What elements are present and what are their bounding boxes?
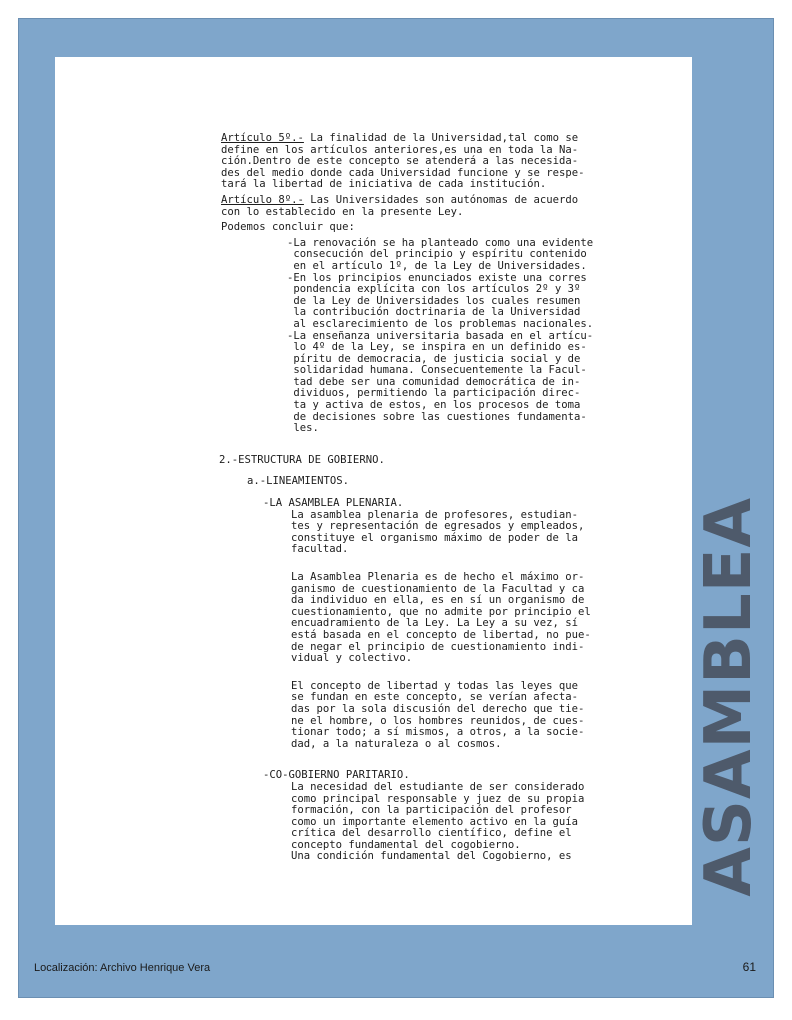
article-5-label: Artículo 5º.-: [221, 132, 304, 144]
conclusion-line: píritu de democracia, de justicia social y de: [287, 352, 581, 365]
footer-location: Localización: Archivo Henrique Vera: [34, 962, 211, 974]
asamblea-paragraph-1: La asamblea plenaria de profesores, estudian- tes y representación de egresados y empleados, constituye el organismo máximo de poder de la facultad.: [291, 508, 585, 556]
conclusion-line: de decisiones sobre las cuestiones fundamenta-: [287, 410, 587, 423]
conclusion-line: pondencia explícita con los artículos 2º y 3º: [287, 283, 581, 296]
section-heading: 2.-ESTRUCTURA DE GOBIERNO.: [219, 453, 385, 466]
conclusion-line: consecución del principio y espíritu contenido: [287, 248, 587, 261]
conclusion-line: al esclarecimiento de los problemas nacionales.: [287, 317, 594, 330]
conclusion-line: dividuos, permitiendo la participación direc-: [287, 387, 581, 400]
conclusion-line: la contribución doctrinaria de la Universidad: [287, 306, 581, 319]
conclusion-line: -La renovación se ha planteado como una evidente: [287, 236, 594, 249]
conclusion-line: -En los principios enunciados existe una corres: [287, 271, 587, 284]
conclusion-line: tad debe ser una comunidad democrática de in-: [287, 375, 581, 388]
conclusion-line: en el artículo 1º, de la Ley de Universidades.: [287, 259, 587, 272]
scanned-document-sheet: [55, 57, 692, 925]
conclusion-line: lo 4º de la Ley, se inspira en un definido es-: [287, 341, 587, 354]
conclusion-line: -La enseñanza universitaria basada en el artícu-: [287, 329, 594, 342]
subsection-heading: a.-LINEAMIENTOS.: [247, 475, 350, 488]
conclusion-intro: Podemos concluir que:: [221, 221, 355, 234]
page-number: 61: [742, 960, 756, 974]
asamblea-paragraph-3: El concepto de libertad y todas las leyes que se fundan en este concepto, se verían afecta- das por la sola discusión del derecho que tie- ne el hombre, o los hombres reunidos, de cues- tionar todo; a sí mismos, a otros, a la socie- dad, a la naturaleza o al cosmos.: [291, 679, 585, 750]
asamblea-paragraph-2: La Asamblea Plenaria es de hecho el máximo or- ganismo de cuestionamiento de la Facultad y ca da individuo en ella, es en sí un organismo de cuestionamiento, que no admite por principio el encuadramiento de la Ley. La Ley a su vez, sí está basada en el concepto de libertad, no pue- de negar el principio de cuestionamiento indi- vidual y colectivo.: [291, 571, 591, 665]
conclusions-list: [221, 238, 641, 435]
article-5: Artículo 5º.- La finalidad de la Universidad,tal como se define en los artículos anteriores,es una en toda la Na- ción.Dentro de este concepto se atenderá a las necesida- des del medio donde cada Universidad funcione y se respe- tará la libertad de iniciativa de cada institución.: [221, 132, 585, 191]
conclusion-line: de la Ley de Universidades los cuales resumen: [287, 294, 581, 307]
side-title: ASAMBLEA: [692, 497, 766, 897]
asamblea-heading: -LA ASAMBLEA PLENARIA.: [263, 497, 404, 510]
article-8-label: Artículo 8º.-: [221, 193, 304, 206]
conclusion-line: solidaridad humana. Consecuentemente la Facul-: [287, 364, 587, 377]
page-frame: [18, 18, 774, 998]
document-text: [221, 133, 641, 863]
conclusion-line: ta y activa de estos, en los procesos de toma: [287, 399, 581, 412]
cogobierno-paragraph: La necesidad del estudiante de ser considerado como principal responsable y juez de su propia formación, con la participación del profesor como un importante elemento activo en la guía crítica del desarrollo científico, define el concepto fundamental del cogobierno. Una condición fundamental del Cogobierno, es: [291, 780, 585, 863]
conclusion-line: les.: [287, 422, 319, 435]
cogobierno-heading: -CO-GOBIERNO PARITARIO.: [263, 769, 410, 782]
article-8: Artículo 8º.- Las Universidades son autónomas de acuerdo con lo establecido en la presente Ley.: [221, 193, 579, 218]
